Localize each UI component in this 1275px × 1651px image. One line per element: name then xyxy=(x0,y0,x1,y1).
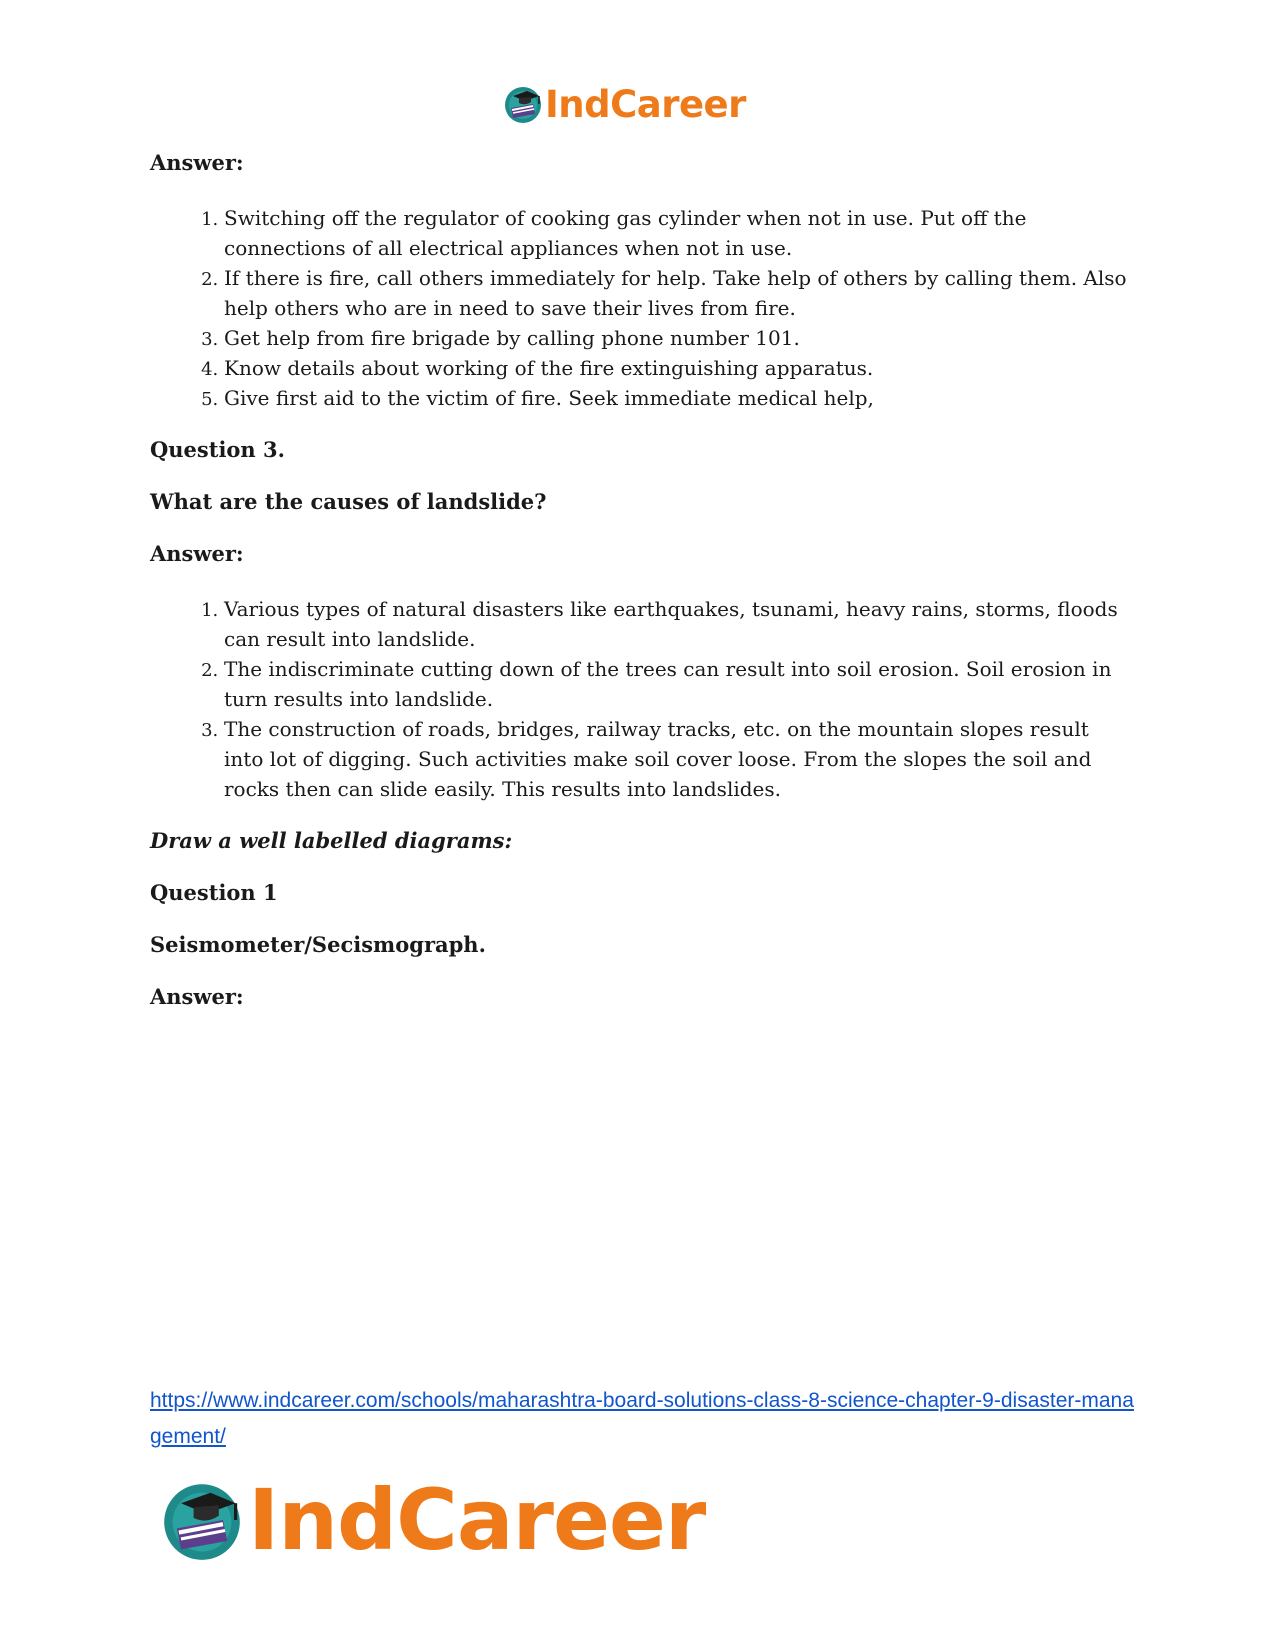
question-text: Seismometer/Secismograph. xyxy=(150,932,486,957)
document-body xyxy=(150,148,1130,1012)
answer-heading: Answer: xyxy=(150,984,244,1009)
question-heading: Question 1 xyxy=(150,880,278,905)
list-item: 5. Give first aid to the victim of fire. Seek immediate medical help, xyxy=(224,383,1130,413)
header-logo xyxy=(503,82,746,126)
logo-text: IndCareer xyxy=(248,1471,706,1569)
list-item: 1. Switching off the regulator of cooking gas cylinder when not in use. Put off the connections of all electrical appliances when not in use. xyxy=(224,203,1130,263)
list-item: 2. The indiscriminate cutting down of the trees can result into soil erosion. Soil erosion in turn results into landslide. xyxy=(224,654,1130,714)
footer-logo xyxy=(160,1470,705,1570)
answer-heading: Answer: xyxy=(150,150,244,175)
question-text: What are the causes of landslide? xyxy=(150,489,547,514)
answer-list-fire-safety xyxy=(150,203,1130,413)
logo-text: IndCareer xyxy=(545,82,746,126)
list-item: 3. Get help from fire brigade by calling phone number 101. xyxy=(224,323,1130,353)
graduation-book-icon xyxy=(160,1478,244,1562)
answer-heading: Answer: xyxy=(150,541,244,566)
section-heading: Draw a well labelled diagrams: xyxy=(150,828,513,853)
list-item: 4. Know details about working of the fire extinguishing apparatus. xyxy=(224,353,1130,383)
list-item: 3. The construction of roads, bridges, railway tracks, etc. on the mountain slopes result into lot of digging. Such activities make soil cover loose. From the slopes the soil and rocks then can slide easily. This results into landslides. xyxy=(224,714,1130,804)
answer-list-landslide-causes xyxy=(150,594,1130,804)
list-item: 1. Various types of natural disasters like earthquakes, tsunami, heavy rains, storms, floods can result into landslide. xyxy=(224,594,1130,654)
list-item: 2. If there is fire, call others immediately for help. Take help of others by calling them. Also help others who are in need to save their lives from fire. xyxy=(224,263,1130,323)
graduation-book-icon xyxy=(503,84,543,124)
question-heading: Question 3. xyxy=(150,437,285,462)
source-url-link[interactable]: https://www.indcareer.com/schools/maharashtra-board-solutions-class-8-science-chapter-9-disaster-management/ xyxy=(150,1389,1134,1448)
